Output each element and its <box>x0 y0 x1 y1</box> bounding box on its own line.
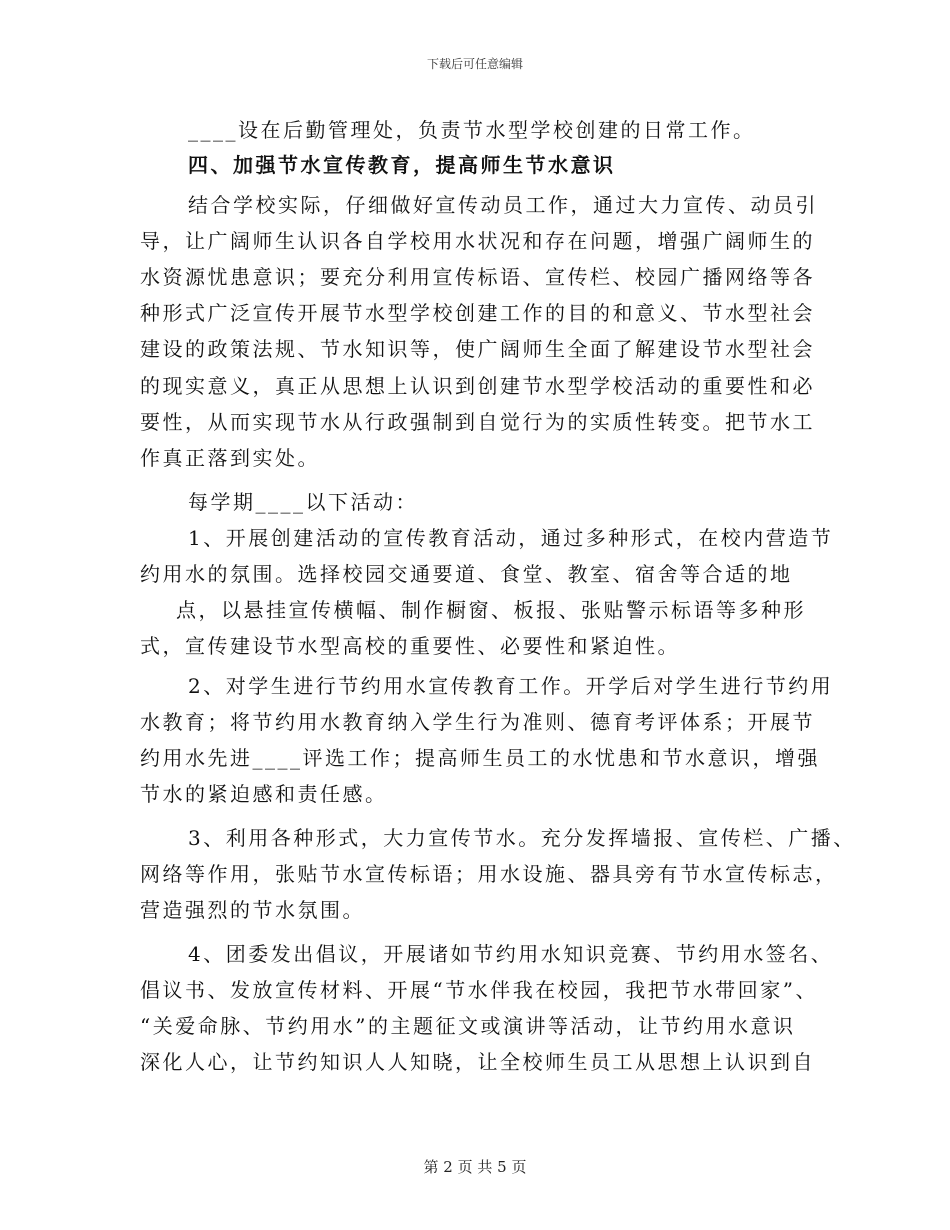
page-header: 下载后可任意编辑 <box>426 57 523 71</box>
list-item-1-line: 约用水的氛围。选择校园交通要道、食堂、教室、宿舍等合适的地 <box>140 562 793 586</box>
paragraph-line: 的现实意义，真正从思想上认识到创建节水型学校活动的重要性和必 <box>140 374 815 398</box>
list-item-4-line: “关爱命脉、节约用水”的主题征文或演讲等活动，让节约用水意识 <box>140 1014 796 1038</box>
paragraph-line: 水资源忧患意识；要充分利用宣传标语、宣传栏、校园广播网络等各 <box>140 265 815 289</box>
paragraph-line: 种形式广泛宣传开展节水型学校创建工作的目的和意义、节水型社会 <box>140 301 815 325</box>
paragraph-line: ____设在后勤管理处，负责节水型学校创建的日常工作。 <box>188 118 756 142</box>
list-item-1-line: 式，宣传建设节水型高校的重要性、必要性和紧迫性。 <box>140 634 680 658</box>
paragraph-line: 导，让广阔师生认识各自学校用水状况和存在问题，增强广阔师生的 <box>140 229 815 253</box>
list-item-3-line: 营造强烈的节水氛围。 <box>140 898 365 922</box>
list-item-4-line: 倡议书、发放宣传材料、开展“节水伴我在校园，我把节水带回家”、 <box>140 978 818 1002</box>
list-item-1-line: 1、开展创建活动的宣传教育活动，通过多种形式，在校内营造节 <box>188 526 834 550</box>
list-item-2-line: 2、对学生进行节约用水宣传教育工作。开学后对学生进行节约用 <box>188 674 834 698</box>
list-item-4-line: 4、团委发出倡议，开展诸如节约用水知识竞赛、节约用水签名、 <box>188 942 834 966</box>
paragraph-line: 作真正落到实处。 <box>140 446 320 470</box>
list-item-2-line: 水教育；将节约用水教育纳入学生行为准则、德育考评体系；开展节 <box>140 710 815 734</box>
list-item-3-line: 3、利用各种形式，大力宣传节水。充分发挥墙报、宣传栏、广播、 <box>188 826 856 850</box>
paragraph-line: 每学期____以下活动： <box>188 490 418 514</box>
list-item-4-line: 深化人心，让节约知识人人知晓，让全校师生员工从思想上认识到自 <box>140 1050 815 1074</box>
page-number-footer: 第 2 页 共 5 页 <box>423 1158 527 1176</box>
list-item-1-line: 点，以悬挂宣传横幅、制作橱窗、板报、张贴警示标语等多种形 <box>176 598 806 622</box>
paragraph-line: 要性，从而实现节水从行政强制到自觉行为的实质性转变。把节水工 <box>140 410 815 434</box>
paragraph-line: 建设的政策法规、节水知识等，使广阔师生全面了解建设节水型社会 <box>140 337 815 361</box>
list-item-3-line: 网络等作用，张贴节水宣传标语；用水设施、器具旁有节水宣传标志， <box>140 862 838 886</box>
section-heading: 四、加强节水宣传教育，提高师生节水意识 <box>188 153 616 177</box>
list-item-2-line: 节水的紧迫感和责任感。 <box>140 782 388 806</box>
list-item-2-line: 约用水先进____评选工作；提高师生员工的水忧患和节水意识，增强 <box>140 746 820 770</box>
paragraph-line: 结合学校实际，仔细做好宣传动员工作，通过大力宣传、动员引 <box>188 193 818 217</box>
